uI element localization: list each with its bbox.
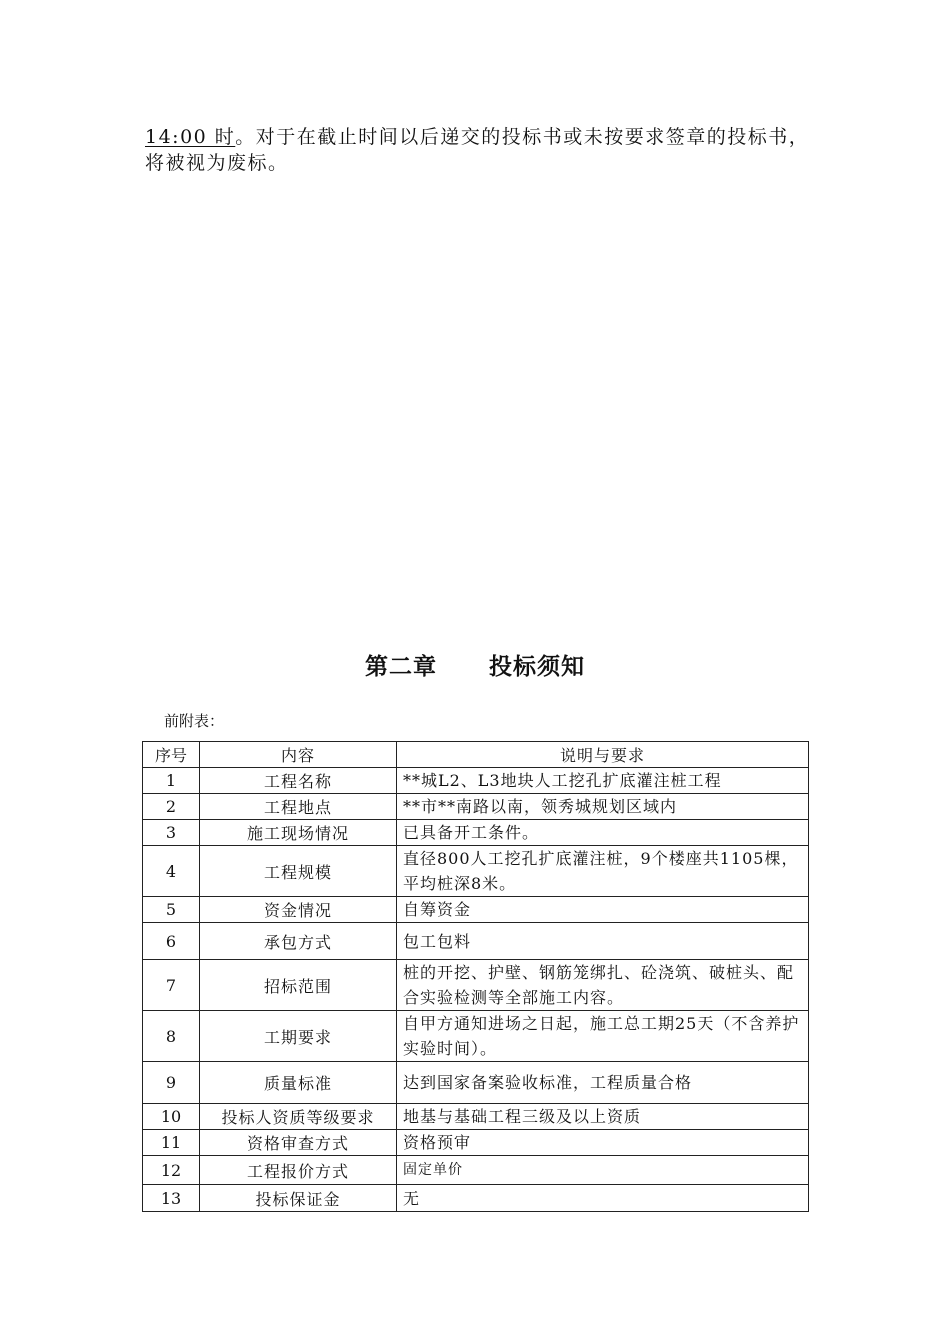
row-index: 3 [143,820,200,846]
chapter-title [0,648,950,681]
table-row [143,1156,809,1185]
table-row [143,820,809,846]
bid-info-table [142,741,809,1212]
row-description: 自甲方通知进场之日起，施工总工期25天（不含养护实验时间）。 [397,1011,809,1062]
row-content: 工程报价方式 [200,1156,397,1185]
table-row [143,923,809,960]
header-index: 序号 [143,742,200,768]
row-content: 投标保证金 [200,1185,397,1212]
table-row [143,768,809,794]
row-description: 包工包料 [397,923,809,960]
row-content: 施工现场情况 [200,820,397,846]
row-description: **城L2、L3地块人工挖孔扩底灌注桩工程 [397,768,809,794]
row-index: 6 [143,923,200,960]
table-row [143,960,809,1011]
row-content: 工程地点 [200,794,397,820]
intro-paragraph-text: 。对于在截止时间以后递交的投标书或未按要求签章的投标书，将被视为废标。 [145,126,810,174]
chapter-name: 投标须知 [489,653,585,680]
row-content: 资格审查方式 [200,1130,397,1156]
row-description: 无 [397,1185,809,1212]
table-row [143,794,809,820]
row-index: 12 [143,1156,200,1185]
intro-paragraph [145,124,810,176]
table-header-row [143,742,809,768]
row-index: 8 [143,1011,200,1062]
row-content: 投标人资质等级要求 [200,1104,397,1130]
row-content: 工期要求 [200,1011,397,1062]
table-row [143,1062,809,1104]
table-caption: 前附表： [164,712,225,730]
table-row [143,1130,809,1156]
table-row [143,1104,809,1130]
row-content: 招标范围 [200,960,397,1011]
row-index: 10 [143,1104,200,1130]
row-index: 11 [143,1130,200,1156]
row-description: 自筹资金 [397,897,809,923]
row-index: 9 [143,1062,200,1104]
table-row [143,1185,809,1212]
row-index: 7 [143,960,200,1011]
row-content: 工程名称 [200,768,397,794]
header-content: 内容 [200,742,397,768]
row-description: 资格预审 [397,1130,809,1156]
row-content: 资金情况 [200,897,397,923]
header-description: 说明与要求 [397,742,809,768]
row-index: 1 [143,768,200,794]
row-description: **市**南路以南，领秀城规划区域内 [397,794,809,820]
row-index: 5 [143,897,200,923]
row-content: 质量标准 [200,1062,397,1104]
row-index: 4 [143,846,200,897]
row-content: 承包方式 [200,923,397,960]
table-row [143,897,809,923]
deadline-time: 14:00 时 [145,126,236,148]
table-row [143,1011,809,1062]
row-index: 13 [143,1185,200,1212]
row-description: 桩的开挖、护壁、钢筋笼绑扎、砼浇筑、破桩头、配合实验检测等全部施工内容。 [397,960,809,1011]
chapter-number: 第二章 [365,653,437,680]
row-content: 工程规模 [200,846,397,897]
row-index: 2 [143,794,200,820]
row-description: 直径800人工挖孔扩底灌注桩，9个楼座共1105棵，平均桩深8米。 [397,846,809,897]
table-row [143,846,809,897]
row-description: 已具备开工条件。 [397,820,809,846]
row-description: 达到国家备案验收标准，工程质量合格 [397,1062,809,1104]
row-description: 地基与基础工程三级及以上资质 [397,1104,809,1130]
row-description: 固定单价 [397,1156,809,1185]
